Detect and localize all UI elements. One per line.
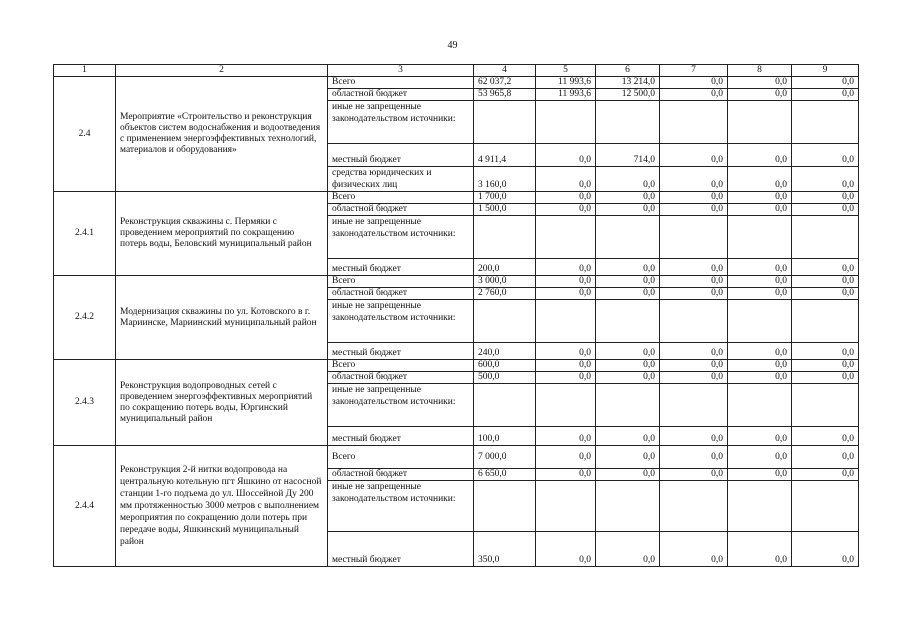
value-cell: 0,0 xyxy=(536,192,596,204)
value-cell: 0,0 xyxy=(596,532,660,567)
value-cell: 0,0 xyxy=(536,276,596,288)
value-cell: 0,0 xyxy=(792,144,859,167)
value-cell xyxy=(596,384,660,427)
value-cell: 0,0 xyxy=(728,204,792,216)
value-cell xyxy=(536,216,596,259)
value-cell: 0,0 xyxy=(792,77,859,89)
value-cell: 3 000,0 xyxy=(474,276,536,288)
budget-table xyxy=(53,64,859,567)
table-row xyxy=(54,192,859,204)
value-cell: 0,0 xyxy=(792,276,859,288)
value-cell: 100,0 xyxy=(474,427,536,446)
funding-source: местный бюджет xyxy=(328,259,474,276)
value-cell: 0,0 xyxy=(660,343,728,360)
funding-source: местный бюджет xyxy=(328,144,474,167)
value-cell: 0,0 xyxy=(536,360,596,372)
value-cell xyxy=(660,481,728,532)
funding-source: местный бюджет xyxy=(328,343,474,360)
section-number: 2.4.2 xyxy=(54,276,116,360)
funding-source: Всего xyxy=(328,192,474,204)
value-cell: 350,0 xyxy=(474,532,536,567)
value-cell: 0,0 xyxy=(660,469,728,481)
value-cell: 0,0 xyxy=(596,167,660,192)
value-cell: 0,0 xyxy=(536,144,596,167)
value-cell: 0,0 xyxy=(792,532,859,567)
value-cell: 0,0 xyxy=(728,343,792,360)
value-cell: 0,0 xyxy=(728,372,792,384)
value-cell: 0,0 xyxy=(728,532,792,567)
value-cell: 0,0 xyxy=(536,372,596,384)
column-header: 8 xyxy=(728,65,792,77)
value-cell xyxy=(536,101,596,144)
value-cell: 0,0 xyxy=(660,532,728,567)
value-cell: 0,0 xyxy=(536,446,596,469)
column-header: 7 xyxy=(660,65,728,77)
value-cell: 0,0 xyxy=(660,276,728,288)
value-cell: 0,0 xyxy=(792,288,859,300)
value-cell: 0,0 xyxy=(596,288,660,300)
value-cell: 11 993,6 xyxy=(536,77,596,89)
value-cell: 0,0 xyxy=(792,204,859,216)
value-cell xyxy=(792,300,859,343)
value-cell: 0,0 xyxy=(660,192,728,204)
value-cell: 0,0 xyxy=(728,469,792,481)
value-cell xyxy=(474,481,536,532)
section-name: Мероприятие «Строительство и реконструкция объектов систем водоснабжения и водоотведения с применением энергоэффективных технологий, материалов и оборудования» xyxy=(116,77,328,192)
value-cell: 0,0 xyxy=(792,446,859,469)
funding-source: Всего xyxy=(328,446,474,469)
section-number: 2.4 xyxy=(54,77,116,192)
value-cell: 13 214,0 xyxy=(596,77,660,89)
value-cell: 0,0 xyxy=(660,144,728,167)
column-header: 5 xyxy=(536,65,596,77)
value-cell: 0,0 xyxy=(728,144,792,167)
value-cell xyxy=(792,481,859,532)
value-cell: 1 500,0 xyxy=(474,204,536,216)
funding-source: областной бюджет xyxy=(328,372,474,384)
value-cell: 0,0 xyxy=(660,427,728,446)
value-cell: 0,0 xyxy=(792,469,859,481)
section-name: Реконструкция 2-й нитки водопровода на центральную котельную пгт Яшкино от насосной станции 1-го подъема до ул. Шоссейной Ду 200 мм протяженностью 3000 метров с выполнением мероприятия по сокращению доли потерь при передаче воды, Яшкинский муниципальный район xyxy=(116,446,328,567)
value-cell xyxy=(728,300,792,343)
value-cell: 0,0 xyxy=(792,343,859,360)
value-cell: 62 037,2 xyxy=(474,77,536,89)
value-cell: 0,0 xyxy=(660,89,728,101)
value-cell xyxy=(792,216,859,259)
table-row xyxy=(54,276,859,288)
value-cell xyxy=(474,384,536,427)
value-cell xyxy=(596,101,660,144)
value-cell: 0,0 xyxy=(596,372,660,384)
funding-source: Всего xyxy=(328,77,474,89)
funding-source: средства юридических и физических лиц xyxy=(328,167,474,192)
value-cell xyxy=(660,216,728,259)
value-cell: 0,0 xyxy=(660,372,728,384)
value-cell: 0,0 xyxy=(792,89,859,101)
value-cell: 0,0 xyxy=(792,360,859,372)
value-cell xyxy=(728,101,792,144)
value-cell xyxy=(474,300,536,343)
value-cell: 0,0 xyxy=(536,204,596,216)
value-cell: 0,0 xyxy=(728,89,792,101)
value-cell xyxy=(728,384,792,427)
funding-source: областной бюджет xyxy=(328,204,474,216)
column-header: 2 xyxy=(116,65,328,77)
value-cell: 0,0 xyxy=(660,167,728,192)
value-cell: 0,0 xyxy=(596,343,660,360)
value-cell xyxy=(660,384,728,427)
funding-source: областной бюджет xyxy=(328,89,474,101)
value-cell: 0,0 xyxy=(660,204,728,216)
value-cell: 0,0 xyxy=(792,167,859,192)
value-cell: 240,0 xyxy=(474,343,536,360)
funding-source: Всего xyxy=(328,276,474,288)
value-cell: 0,0 xyxy=(596,446,660,469)
funding-source: иные не запрещенные законодательством источники: xyxy=(328,101,474,144)
value-cell: 0,0 xyxy=(728,446,792,469)
value-cell: 3 160,0 xyxy=(474,167,536,192)
section-number: 2.4.4 xyxy=(54,446,116,567)
section-number: 2.4.3 xyxy=(54,360,116,446)
column-header: 4 xyxy=(474,65,536,77)
value-cell: 0,0 xyxy=(728,192,792,204)
value-cell: 0,0 xyxy=(660,288,728,300)
funding-source: Всего xyxy=(328,360,474,372)
value-cell: 0,0 xyxy=(660,360,728,372)
value-cell: 200,0 xyxy=(474,259,536,276)
section-name: Реконструкция скважины с. Пермяки с проведением мероприятий по сокращению потерь воды, Беловский муниципальный район xyxy=(116,192,328,276)
funding-source: местный бюджет xyxy=(328,532,474,567)
value-cell: 0,0 xyxy=(596,427,660,446)
funding-source: иные не запрещенные законодательством источники: xyxy=(328,481,474,532)
value-cell xyxy=(792,101,859,144)
column-header: 3 xyxy=(328,65,474,77)
column-header: 6 xyxy=(596,65,660,77)
value-cell xyxy=(536,384,596,427)
value-cell: 0,0 xyxy=(728,360,792,372)
value-cell: 0,0 xyxy=(596,276,660,288)
column-header: 9 xyxy=(792,65,859,77)
table-row xyxy=(54,77,859,89)
value-cell xyxy=(728,481,792,532)
value-cell: 0,0 xyxy=(536,427,596,446)
value-cell: 0,0 xyxy=(596,360,660,372)
value-cell: 0,0 xyxy=(536,343,596,360)
value-cell: 0,0 xyxy=(660,259,728,276)
value-cell: 600,0 xyxy=(474,360,536,372)
funding-source: областной бюджет xyxy=(328,288,474,300)
value-cell xyxy=(596,300,660,343)
value-cell: 6 650,0 xyxy=(474,469,536,481)
value-cell: 0,0 xyxy=(536,469,596,481)
value-cell: 0,0 xyxy=(728,288,792,300)
value-cell xyxy=(660,101,728,144)
value-cell: 0,0 xyxy=(792,259,859,276)
value-cell: 500,0 xyxy=(474,372,536,384)
funding-source: иные не запрещенные законодательством источники: xyxy=(328,384,474,427)
value-cell: 0,0 xyxy=(728,276,792,288)
table-row xyxy=(54,446,859,469)
value-cell: 0,0 xyxy=(728,77,792,89)
value-cell: 0,0 xyxy=(596,204,660,216)
funding-source: иные не запрещенные законодательством источники: xyxy=(328,300,474,343)
column-header: 1 xyxy=(54,65,116,77)
value-cell: 0,0 xyxy=(596,469,660,481)
value-cell xyxy=(596,481,660,532)
funding-source: областной бюджет xyxy=(328,469,474,481)
value-cell: 0,0 xyxy=(536,532,596,567)
page-number: 49 xyxy=(447,40,458,51)
value-cell xyxy=(474,216,536,259)
funding-source: местный бюджет xyxy=(328,427,474,446)
funding-source: иные не запрещенные законодательством источники: xyxy=(328,216,474,259)
value-cell: 0,0 xyxy=(728,259,792,276)
value-cell: 2 760,0 xyxy=(474,288,536,300)
header-row xyxy=(54,65,859,77)
section-name: Реконструкция водопроводных сетей с проведением энергоэффективных мероприятий по сокращению потерь воды, Юргинский муниципальный район xyxy=(116,360,328,446)
value-cell: 0,0 xyxy=(596,259,660,276)
value-cell: 7 000,0 xyxy=(474,446,536,469)
value-cell: 1 700,0 xyxy=(474,192,536,204)
value-cell: 0,0 xyxy=(536,288,596,300)
value-cell xyxy=(728,216,792,259)
value-cell: 0,0 xyxy=(792,192,859,204)
value-cell xyxy=(792,384,859,427)
value-cell: 0,0 xyxy=(792,427,859,446)
value-cell xyxy=(660,300,728,343)
value-cell: 4 911,4 xyxy=(474,144,536,167)
value-cell: 0,0 xyxy=(660,77,728,89)
value-cell: 12 500,0 xyxy=(596,89,660,101)
value-cell xyxy=(536,300,596,343)
value-cell: 714,0 xyxy=(596,144,660,167)
value-cell: 0,0 xyxy=(728,167,792,192)
value-cell xyxy=(536,481,596,532)
value-cell xyxy=(474,101,536,144)
value-cell: 0,0 xyxy=(536,167,596,192)
section-name: Модернизация скважины по ул. Котовского в г. Мариинске, Мариинский муниципальный район xyxy=(116,276,328,360)
value-cell: 53 965,8 xyxy=(474,89,536,101)
value-cell: 0,0 xyxy=(596,192,660,204)
value-cell: 0,0 xyxy=(660,446,728,469)
value-cell: 0,0 xyxy=(792,372,859,384)
section-number: 2.4.1 xyxy=(54,192,116,276)
value-cell: 0,0 xyxy=(536,259,596,276)
value-cell: 11 993,6 xyxy=(536,89,596,101)
table-row xyxy=(54,360,859,372)
value-cell xyxy=(596,216,660,259)
value-cell: 0,0 xyxy=(728,427,792,446)
